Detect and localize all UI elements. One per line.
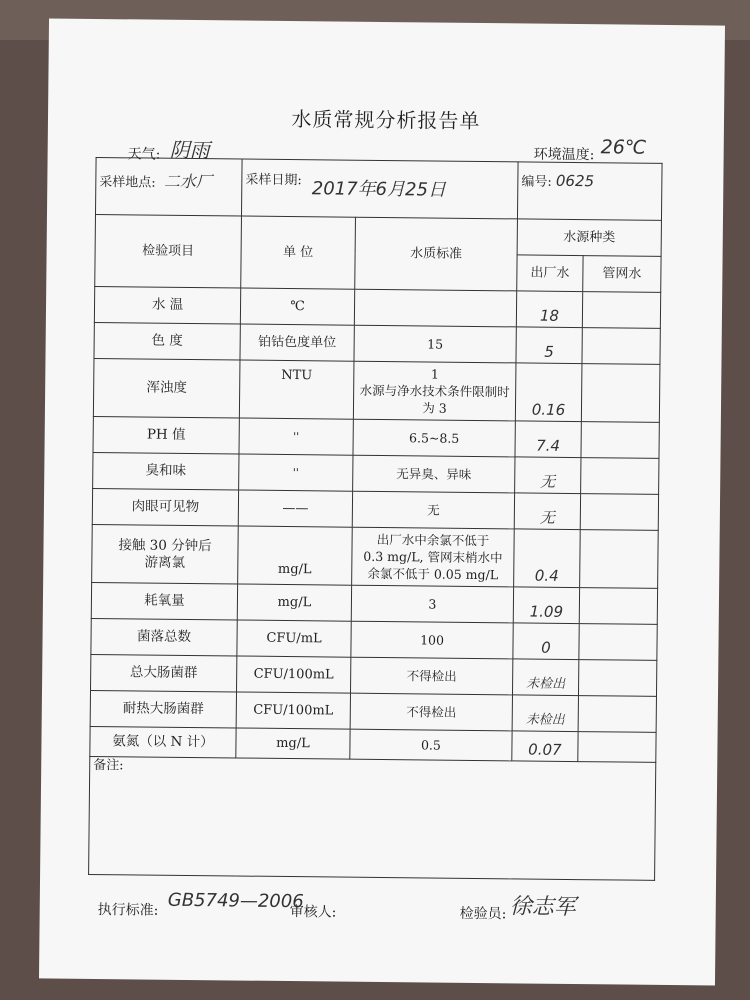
serial-no-value: 0625 [555, 171, 595, 191]
header-source-type: 水源种类 [517, 219, 661, 257]
report-sheet [39, 18, 725, 985]
table-row [93, 452, 659, 494]
row-pipe-value [578, 732, 656, 763]
sampling-date-cell [241, 159, 518, 219]
row-item: 总大肠菌群 [91, 654, 237, 692]
row-factory-value: 7.4 [515, 421, 581, 458]
row-item: 臭和味 [93, 452, 239, 490]
row-pipe-value [581, 364, 660, 423]
header-pipe-water: 管网水 [583, 256, 661, 293]
sampling-date-value: 2017年6月25日 [311, 178, 447, 201]
row-unit: NTU [239, 360, 354, 419]
ditto-mark: '' [292, 466, 299, 480]
row-factory-value: 1.09 [513, 587, 579, 624]
row-pipe-value [580, 530, 659, 589]
row-item: 接触 30 分钟后 游离氯 [92, 524, 239, 584]
sampling-site-cell [95, 157, 242, 216]
analysis-table [88, 157, 663, 881]
row-standard: 0.5 [350, 729, 512, 761]
ditto-mark: '' [293, 430, 300, 444]
execution-standard-value: GB5749—2006 [167, 889, 304, 913]
table-row [94, 322, 660, 364]
row-factory-value: 未检出 [513, 659, 579, 696]
row-factory-value: 0.4 [514, 529, 581, 588]
row-factory-value: 未检出 [512, 695, 578, 732]
row-factory-value: 无 [515, 457, 581, 494]
header-item: 检验项目 [95, 214, 242, 288]
row-item: 菌落总数 [91, 618, 237, 656]
table-row [94, 286, 660, 328]
serial-no-label: 编号: [521, 174, 552, 190]
row-item: PH 值 [93, 416, 239, 454]
row-standard: 不得检出 [350, 693, 512, 731]
weather-value: 阴雨 [169, 137, 210, 163]
remarks-label: 备注: [93, 757, 124, 774]
row-pipe-value [580, 494, 658, 531]
row-item: 水 温 [94, 286, 240, 324]
row-pipe-value [581, 422, 659, 459]
row-unit: —— [238, 490, 352, 527]
row-item: 色 度 [94, 322, 240, 360]
row-standard: 1 水源与净水技术条件限制时为 3 [353, 361, 516, 421]
row-item: 耐热大肠菌群 [90, 690, 236, 728]
row-pipe-value [582, 292, 660, 329]
sampling-site-label: 采样地点: [99, 175, 156, 191]
table-row [92, 524, 659, 588]
table-row [91, 654, 657, 696]
row-pipe-value [579, 624, 657, 661]
weather-label: 天气: [127, 146, 161, 163]
table-row [91, 582, 657, 624]
ambient-temp-label: 环境温度: [533, 146, 595, 164]
table-row [93, 358, 660, 422]
row-pipe-value [578, 696, 656, 733]
row-factory-value: 0.16 [515, 363, 582, 422]
row-pipe-value [578, 660, 656, 697]
remarks-cell [89, 756, 656, 880]
sampling-site-value: 二水厂 [163, 171, 212, 192]
sampling-date-label: 采样日期: [245, 172, 302, 189]
header-unit: 单 位 [241, 216, 356, 289]
row-unit: 铂钴色度单位 [240, 324, 354, 361]
row-item: 浑浊度 [93, 358, 240, 418]
row-pipe-value [582, 328, 660, 365]
row-pipe-value [581, 458, 659, 495]
row-unit [239, 454, 353, 491]
row-unit: CFU/100mL [236, 692, 350, 729]
row-factory-value: 0.07 [512, 731, 578, 762]
serial-no-cell [517, 162, 662, 221]
row-standard: 无异臭、异味 [353, 455, 515, 493]
row-standard: 6.5~8.5 [353, 419, 515, 457]
report-title: 水质常规分析报告单 [291, 107, 481, 134]
row-factory-value: 18 [516, 291, 582, 328]
row-standard: 不得检出 [350, 657, 512, 695]
ambient-temp-value: 26℃ [600, 136, 647, 159]
row-item: 耗氧量 [91, 582, 237, 620]
row-unit: mg/L [237, 584, 351, 621]
row-unit: ℃ [240, 288, 354, 325]
row-factory-value: 5 [516, 327, 582, 364]
table-row [90, 690, 656, 732]
row-standard: 出厂水中余氯不低于 0.3 mg/L, 管网末梢水中 余氯不低于 0.05 mg/L [352, 527, 515, 587]
execution-standard-label: 执行标准: [97, 902, 159, 919]
header-factory-water: 出厂水 [517, 255, 583, 292]
row-standard: 3 [351, 585, 513, 623]
row-standard: 无 [352, 491, 514, 529]
row-unit: CFU/mL [237, 620, 351, 657]
row-factory-value: 无 [514, 493, 580, 530]
row-standard [354, 289, 516, 327]
inspector-signature: 徐志军 [509, 894, 576, 921]
row-item: 氨氮（以 N 计） [90, 726, 236, 758]
row-pipe-value [579, 588, 657, 625]
table-row [93, 416, 659, 458]
row-item: 肉眼可见物 [92, 488, 238, 526]
row-unit: mg/L [238, 526, 353, 585]
row-unit: mg/L [236, 728, 350, 759]
table-row [91, 618, 657, 660]
reviewer-label: 审核人: [289, 904, 337, 921]
table-row [92, 488, 658, 530]
row-standard: 100 [351, 621, 513, 659]
inspector-label: 检验员: [459, 905, 507, 923]
row-factory-value: 0 [513, 623, 579, 660]
header-standard: 水质标准 [355, 217, 518, 291]
row-unit [239, 418, 353, 455]
row-unit: CFU/100mL [237, 656, 351, 693]
row-standard: 15 [354, 325, 516, 363]
